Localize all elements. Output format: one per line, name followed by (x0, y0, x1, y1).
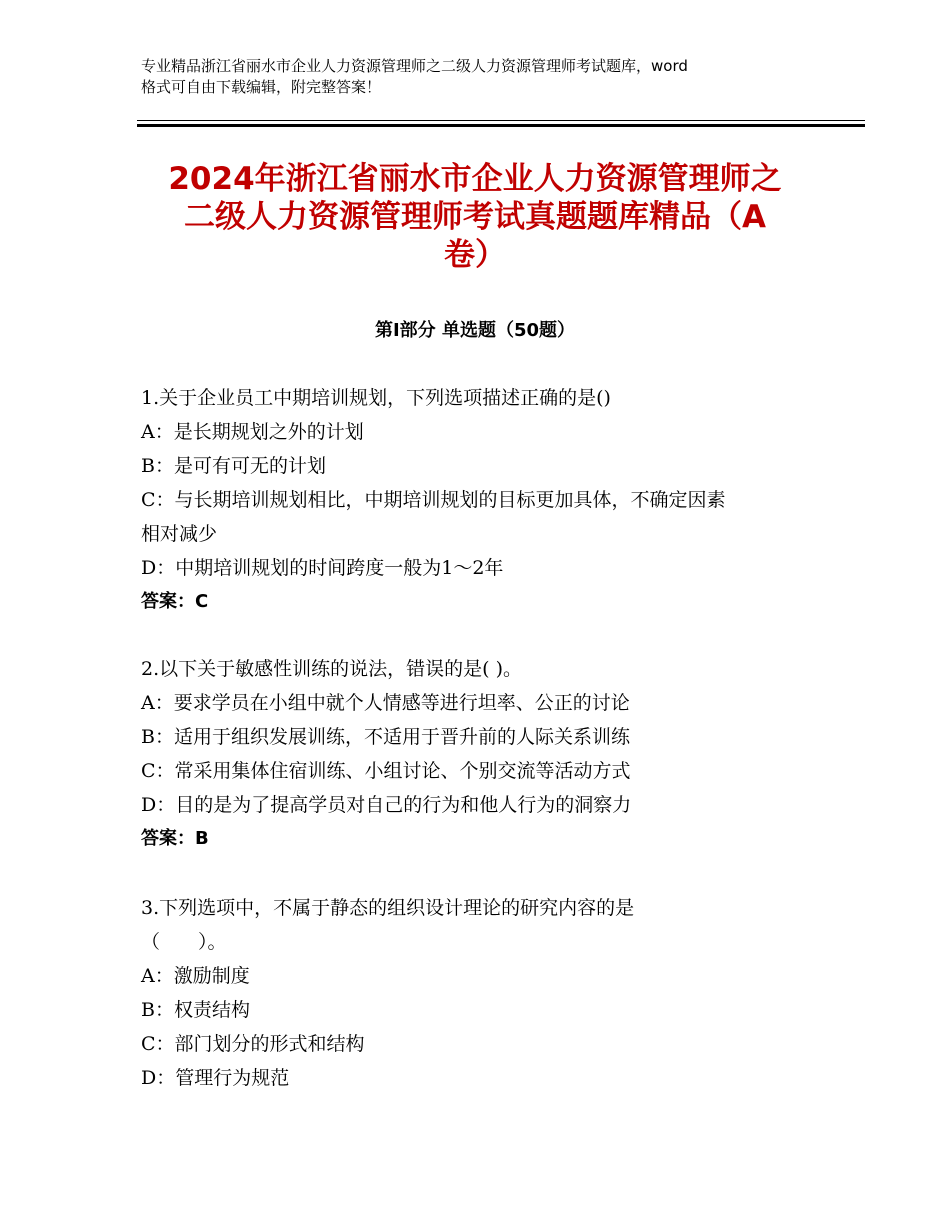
option-b: B：权责结构 (141, 999, 250, 1021)
option-c: C：常采用集体住宿训练、小组讨论、个别交流等活动方式 (141, 760, 631, 782)
question-stem-continued: （ ）。 (141, 931, 227, 953)
title-line: 2024年浙江省丽水市企业人力资源管理师之 (168, 161, 782, 197)
question-stem: 2.以下关于敏感性训练的说法，错误的是( )。 (141, 658, 522, 680)
header-note (141, 56, 821, 98)
option-c: C：与长期培训规划相比，中期培训规划的目标更加具体，不确定因素 (141, 489, 726, 511)
title-line: 二级人力资源管理师考试真题题库精品（A (184, 199, 766, 235)
header-note-line: 专业精品浙江省丽水市企业人力资源管理师之二级人力资源管理师考试题库，word (141, 57, 688, 75)
option-a: A：是长期规划之外的计划 (141, 421, 364, 443)
question-stem: 1.关于企业员工中期培训规划，下列选项描述正确的是() (141, 387, 611, 409)
header-divider-thick (137, 124, 865, 127)
header-divider-thin (137, 120, 865, 121)
question-2 (141, 652, 821, 856)
option-b: B：适用于组织发展训练，不适用于晋升前的人际关系训练 (141, 726, 630, 748)
option-d: D：管理行为规范 (141, 1067, 290, 1089)
option-a: A：要求学员在小组中就个人情感等进行坦率、公正的讨论 (141, 692, 630, 714)
option-c-continued: 相对减少 (141, 523, 218, 545)
section-heading: 第Ⅰ部分 单选题（50题） (374, 320, 575, 341)
option-d: D：目的是为了提高学员对自己的行为和他人行为的洞察力 (141, 794, 632, 816)
option-b: B：是可有可无的计划 (141, 455, 326, 477)
answer: 答案：B (141, 828, 209, 849)
question-stem: 3.下列选项中，不属于静态的组织设计理论的研究内容的是 (141, 897, 635, 919)
title-line: 卷） (444, 237, 506, 273)
question-1 (141, 381, 821, 619)
answer: 答案：C (141, 591, 209, 612)
option-a: A：激励制度 (141, 965, 250, 987)
document-title (100, 160, 850, 274)
option-d: D：中期培训规划的时间跨度一般为1～2年 (141, 557, 504, 579)
question-3 (141, 891, 821, 1095)
option-c: C：部门划分的形式和结构 (141, 1033, 365, 1055)
header-note-line: 格式可自由下载编辑，附完整答案！ (141, 78, 382, 96)
